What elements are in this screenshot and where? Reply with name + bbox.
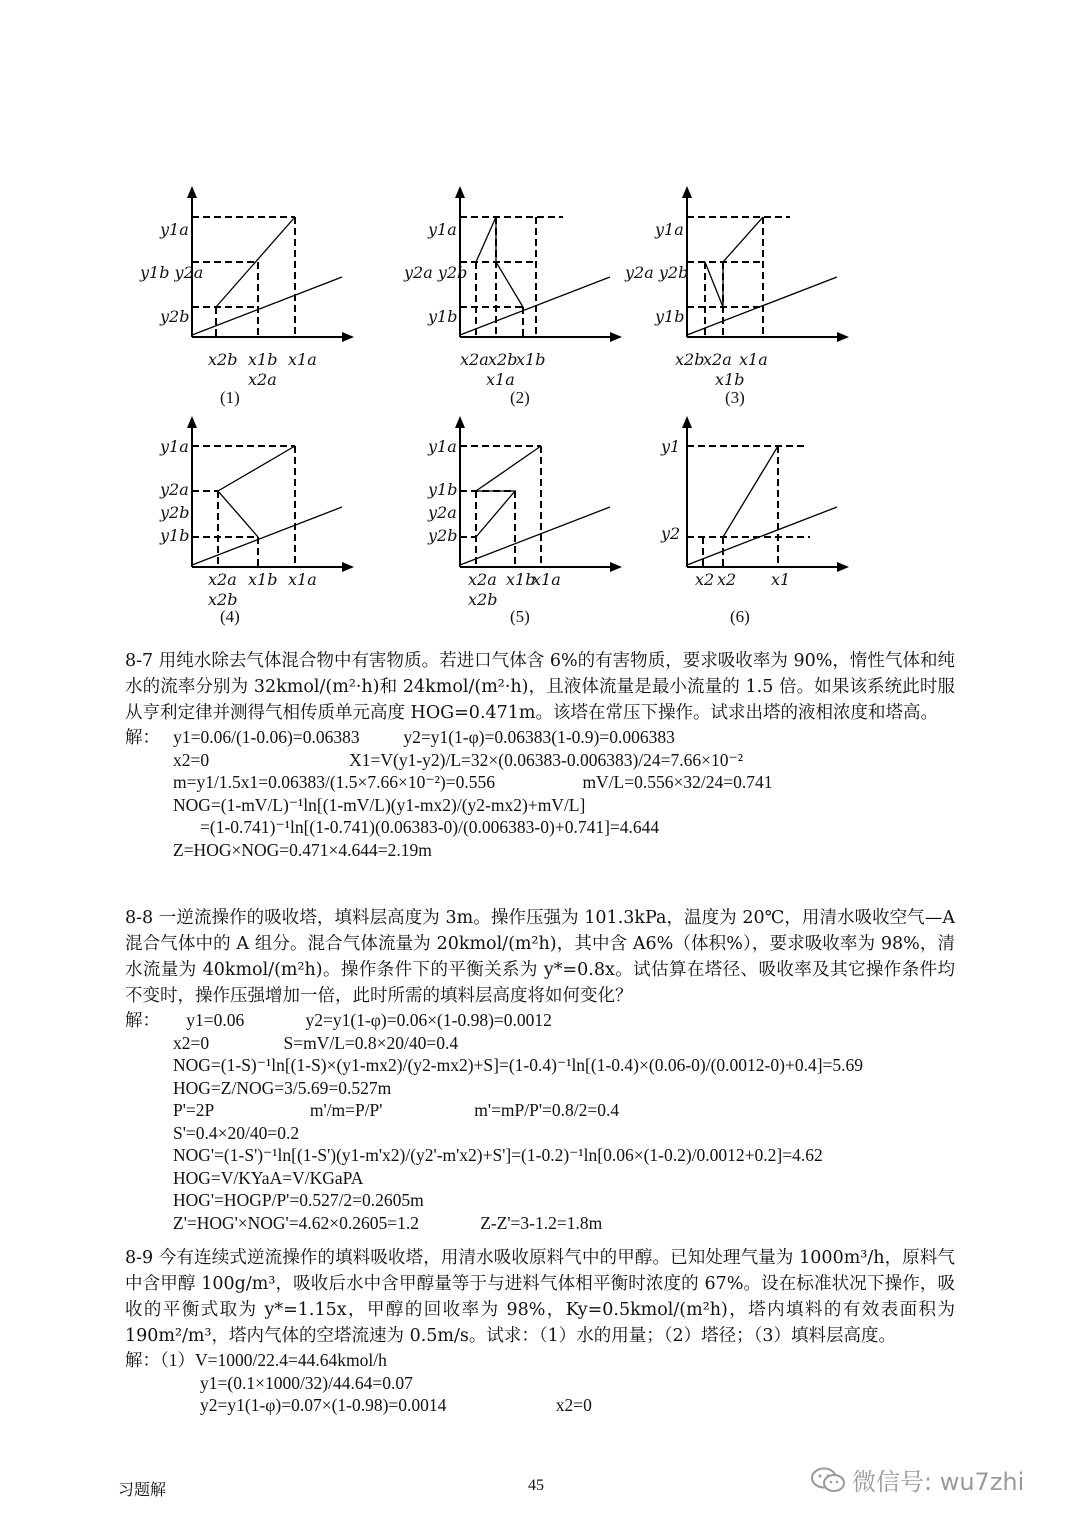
- diagram-5: [398, 410, 598, 640]
- solution-line: HOG'=HOGP/P'=0.527/2=0.2605m: [173, 1190, 424, 1210]
- watermark: [810, 1462, 1024, 1497]
- diagram-4-ylabel-3: y2b: [160, 503, 190, 522]
- diagram-3-xsub: x1b: [715, 370, 745, 389]
- diagram-6-xlabel-3: x1: [771, 570, 791, 589]
- diagram-5-ylabel-4: y2b: [428, 526, 458, 545]
- diagram-4-xlabel-1: x2a: [208, 570, 237, 589]
- diagram-1-ylabel-2: y1b y2a: [140, 263, 204, 282]
- diagram-4-xlabel-3: x1a: [288, 570, 317, 589]
- problem-8-8: [125, 905, 955, 1234]
- solution-line: Z=HOG×NOG=0.471×4.644=2.19m: [173, 839, 432, 860]
- problem-8-8-text: 8-8 一逆流操作的吸收塔，填料层高度为 3m。操作压强为 101.3kPa，温度为 20℃，用清水吸收空气—A 混合气体中的 A 组分。混合气体流量为 20kmol/(m²h)，其中含 A6%（体积%），要求吸收率为 98%，清水流量为 40kmol/(m²h)。操作条件下的平衡关系为 y*=0.8x。试估算在塔径、吸收率及其它操作条件均不变时，操作压强增加一倍，此时所需的填料层高度将如何变化？: [125, 908, 955, 1006]
- diagram-5-xlabel-2: x1b: [506, 570, 536, 589]
- diagram-5-ylabel-1: y1a: [428, 437, 457, 456]
- diagram-1-xsub: x2a: [248, 370, 277, 389]
- diagram-2: [398, 180, 598, 410]
- diagram-3-xlabel-1: x2b: [675, 350, 705, 369]
- diagram-6-xlabel-1: x2: [695, 570, 715, 589]
- solution-line: =(1-0.741)⁻¹ln[(1-0.741)(0.06383-0)/(0.006383-0)+0.741]=4.644: [200, 817, 660, 837]
- diagram-2-caption: (2): [510, 388, 530, 407]
- diagram-5-xsub: x2b: [468, 590, 498, 609]
- diagram-3-xlabel-3: x1a: [739, 350, 768, 369]
- diagram-6-ylabel-1: y1: [661, 437, 681, 456]
- problem-8-9-solution: [125, 1349, 955, 1417]
- diagram-2-ylabel-3: y1b: [428, 307, 458, 326]
- diagram-4-caption: (4): [220, 607, 240, 626]
- diagram-5-ylabel-3: y2a: [428, 503, 457, 522]
- solution-line: NOG'=(1-S')⁻¹ln[(1-S')(y1-m'x2)/(y2'-m'x2)+S']=(1-0.2)⁻¹ln[0.06×(1-0.2)/0.0012+0.2]=4.62: [173, 1145, 823, 1165]
- diagram-1: [130, 180, 330, 410]
- diagram-2-xlabel-2: x2b: [488, 350, 518, 369]
- diagram-1-xlabel-1: x2b: [208, 350, 238, 369]
- diagram-2-xsub: x1a: [486, 370, 515, 389]
- problem-8-9-text: 8-9 今有连续式逆流操作的填料吸收塔，用清水吸收原料气中的甲醇。已知处理气量为 1000m³/h，原料气中含甲醇 100g/m³，吸收后水中含甲醇量等于与进料气体相平衡时浓度的 67%。设在标准状况下操作，吸收的平衡式取为 y*=1.15x，甲醇的回收率为 98%，Ky=0.5kmol/(m²h)，塔内填料的有效表面积为 190m²/m³，塔内气体的空塔流速为 0.5m/s。试求：（1）水的用量；（2）塔径；（3）填料层高度。: [125, 1248, 955, 1346]
- diagram-1-ylabel-1: y1a: [160, 220, 189, 239]
- diagram-5-caption: (5): [510, 607, 530, 626]
- diagram-2-ylabel-2: y2a y2b: [404, 263, 468, 282]
- diagram-3-xlabel-2: x2a: [703, 350, 732, 369]
- diagram-6: [625, 410, 825, 640]
- diagram-1-ylabel-3: y2b: [160, 307, 190, 326]
- diagram-2-ylabel-1: y1a: [428, 220, 457, 239]
- solution-line: y1=(0.1×1000/32)/44.64=0.07: [200, 1372, 413, 1393]
- diagram-1-xlabel-2: x1b: [248, 350, 278, 369]
- footer-section-title: 习题解: [118, 1480, 167, 1499]
- problem-8-7-solution: [125, 726, 955, 861]
- diagram-3-ylabel-2: y2a y2b: [625, 263, 689, 282]
- diagram-2-xlabel-1: x2a: [460, 350, 489, 369]
- diagram-3-caption: (3): [725, 388, 745, 407]
- solution-line: x2=0 X1=V(y1-y2)/L=32×(0.06383-0.006383)/24=7.66×10⁻²: [173, 749, 743, 770]
- solution-line: S'=0.4×20/40=0.2: [173, 1122, 300, 1143]
- problem-8-7: [125, 648, 955, 861]
- diagram-4-xlabel-2: x1b: [248, 570, 278, 589]
- diagram-5-ylabel-2: y1b: [428, 480, 458, 499]
- diagram-3-ylabel-1: y1a: [655, 220, 684, 239]
- diagram-2-graph: [398, 180, 638, 410]
- diagram-5-xlabel-3: x1a: [532, 570, 561, 589]
- solution-line: y2=y1(1-φ)=0.07×(1-0.98)=0.0014 x2=0: [200, 1395, 592, 1415]
- page-number: 45: [528, 1477, 544, 1494]
- problem-8-8-solution: [125, 1009, 955, 1234]
- diagram-4: [130, 410, 330, 640]
- solution-line: 解：（1）V=1000/22.4=44.64kmol/h: [125, 1350, 387, 1370]
- problem-8-9: [125, 1245, 955, 1417]
- solution-line: 解： y1=0.06/(1-0.06)=0.06383 y2=y1(1-φ)=0.06383(1-0.9)=0.006383: [125, 727, 675, 747]
- diagram-4-ylabel-1: y1a: [160, 437, 189, 456]
- problem-8-7-text: 8-7 用纯水除去气体混合物中有害物质。若进口气体含 6%的有害物质，要求吸收率为 90%，惰性气体和纯水的流率分别为 32kmol/(m²·h)和 24kmol/(m²·h)，且液体流量是最小流量的 1.5 倍。如果该系统此时服从亨利定律并测得气相传质单元高度 HOG=0.471m。该塔在常压下操作。试求出塔的液相浓度和塔高。: [125, 651, 955, 723]
- solution-line: HOG=V/KYaA=V/KGaPA: [173, 1167, 364, 1188]
- diagram-1-caption: (1): [220, 388, 240, 407]
- diagram-4-ylabel-4: y1b: [160, 526, 190, 545]
- diagram-6-xlabel-2: x2: [717, 570, 737, 589]
- diagram-5-xlabel-1: x2a: [468, 570, 497, 589]
- diagram-1-xlabel-3: x1a: [288, 350, 317, 369]
- solution-line: m=y1/1.5x1=0.06383/(1.5×7.66×10⁻²)=0.556 mV/L=0.556×32/24=0.741: [173, 772, 773, 792]
- diagram-3: [625, 180, 825, 410]
- solution-line: x2=0 S=mV/L=0.8×20/40=0.4: [173, 1032, 459, 1053]
- diagram-3-ylabel-3: y1b: [655, 307, 685, 326]
- diagram-6-ylabel-2: y2: [661, 524, 681, 543]
- diagram-2-xlabel-3: x1b: [516, 350, 546, 369]
- diagram-3-graph: [625, 180, 865, 410]
- solution-line: HOG=Z/NOG=3/5.69=0.527m: [173, 1077, 392, 1098]
- solution-line: P'=2P m'/m=P/P' m'=mP/P'=0.8/2=0.4: [173, 1100, 620, 1120]
- diagram-6-caption: (6): [730, 607, 750, 626]
- watermark-text: 微信号: wu7zhi: [852, 1468, 1025, 1496]
- solution-line: 解： y1=0.06 y2=y1(1-φ)=0.06×(1-0.98)=0.0012: [125, 1010, 552, 1030]
- solution-line: NOG=(1-S)⁻¹ln[(1-S)×(y1-mx2)/(y2-mx2)+S]=(1-0.4)⁻¹ln[(1-0.4)×(0.06-0)/(0.0012-0)+0.4]=5.69: [173, 1055, 864, 1075]
- solution-line: NOG=(1-mV/L)⁻¹ln[(1-mV/L)(y1-mx2)/(y2-mx2)+mV/L]: [173, 794, 586, 815]
- solution-line: Z'=HOG'×NOG'=4.62×0.2605=1.2 Z-Z'=3-1.2=1.8m: [173, 1212, 603, 1233]
- diagram-4-xsub: x2b: [208, 590, 238, 609]
- wechat-icon: [810, 1466, 846, 1494]
- diagram-4-ylabel-2: y2a: [160, 480, 189, 499]
